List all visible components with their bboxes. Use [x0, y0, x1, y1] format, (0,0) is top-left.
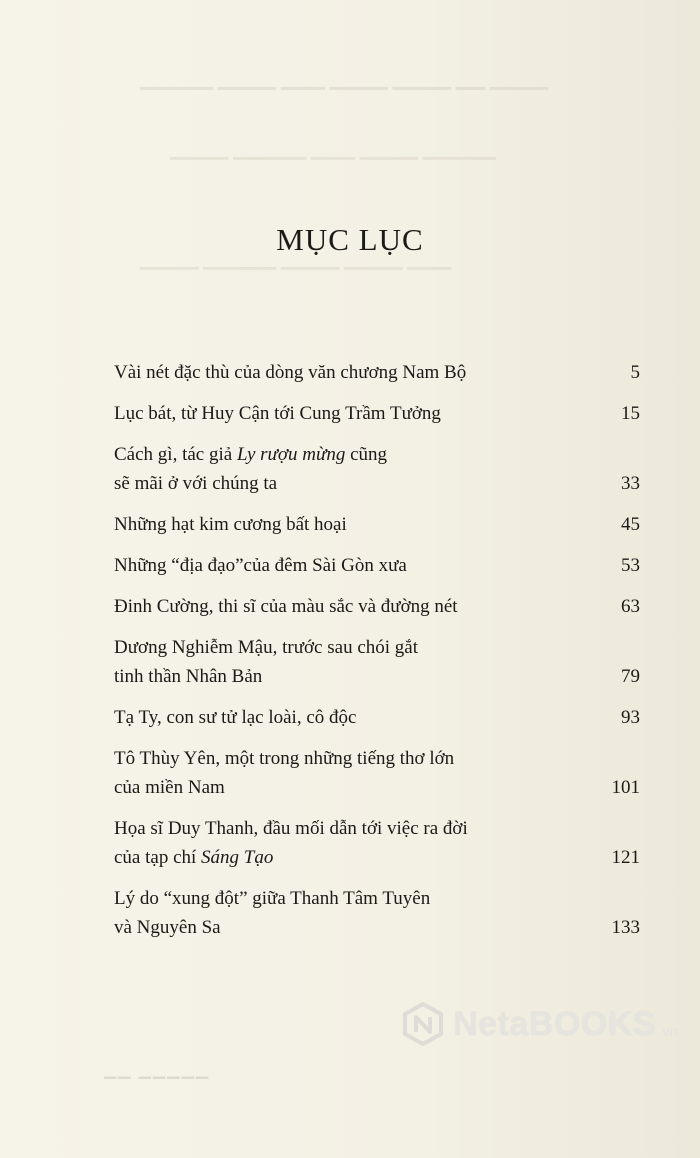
show-through-text: ▁▁▁▁ ▁▁ ▁▁▁▁ ▁▁▁▁ ▁▁▁ ▁▁▁▁ ▁▁▁▁▁	[140, 69, 549, 90]
toc-page-number: 5	[630, 362, 640, 383]
toc-italic-title: Sáng Tạo	[201, 847, 274, 868]
toc-entry-title: Những “địa đạo”của đêm Sài Gòn xưa	[114, 555, 407, 576]
toc-entry-title-line-2: của miền Nam	[114, 777, 225, 798]
toc-entry[interactable]	[114, 399, 640, 428]
watermark-suffix: .vn	[657, 1023, 678, 1040]
toc-entry[interactable]	[114, 633, 640, 691]
toc-entry-title: Vài nét đặc thù của dòng văn chương Nam Bộ	[114, 362, 467, 383]
toc-entry[interactable]	[114, 510, 640, 539]
table-of-contents	[114, 358, 640, 954]
toc-entry[interactable]	[114, 744, 640, 802]
toc-page-number: 45	[621, 514, 640, 535]
toc-entry-title: Tạ Ty, con sư tử lạc loài, cô độc	[114, 707, 357, 728]
toc-entry-title: Lục bát, từ Huy Cận tới Cung Trầm Tưởng	[114, 403, 441, 424]
toc-entry-title-line-2: sẽ mãi ở với chúng ta	[114, 473, 278, 494]
toc-page-number: 33	[621, 473, 640, 494]
toc-page-number: 121	[611, 847, 640, 868]
toc-entry-title-line-1: Dương Nghiễm Mậu, trước sau chói gắt	[114, 637, 418, 658]
toc-page-number: 79	[621, 666, 640, 687]
page-title: MỤC LỤC	[276, 222, 424, 257]
toc-entry[interactable]	[114, 440, 640, 498]
watermark-brand: NetaBOOKS	[453, 1004, 656, 1043]
toc-entry[interactable]	[114, 592, 640, 621]
toc-page-number: 63	[621, 596, 640, 617]
toc-entry[interactable]	[114, 703, 640, 732]
toc-page-number: 93	[621, 707, 640, 728]
toc-entry-title-line-1: Tô Thùy Yên, một trong những tiếng thơ lớn	[114, 748, 455, 769]
toc-text: Cách gì, tác giả	[114, 444, 237, 465]
toc-entry-title-line-2: và Nguyên Sa	[114, 917, 221, 938]
toc-page-number: 133	[611, 917, 640, 938]
show-through-text: ▁▁▁▁▁ ▁▁▁▁ ▁▁▁ ▁▁▁▁▁ ▁▁▁▁	[170, 139, 496, 160]
toc-entry-title-line-1: Lý do “xung đột” giữa Thanh Tâm Tuyên	[114, 888, 431, 909]
toc-entry[interactable]	[114, 814, 640, 872]
toc-entry[interactable]	[114, 884, 640, 942]
toc-page-number: 53	[621, 555, 640, 576]
show-through-text: ▁▁▁ ▁▁▁▁ ▁▁▁▁ ▁▁▁▁▁ ▁▁▁▁	[140, 249, 452, 270]
netabooks-logo-icon	[401, 1002, 445, 1046]
toc-entry[interactable]	[114, 358, 640, 387]
toc-text: cũng	[345, 444, 388, 465]
toc-page-number: 15	[621, 403, 640, 424]
toc-entry-title: Đinh Cường, thi sĩ của màu sắc và đường nét	[114, 596, 458, 617]
toc-entry[interactable]	[114, 551, 640, 580]
toc-entry-title-line-1: Họa sĩ Duy Thanh, đầu mối dẫn tới việc ra đời	[114, 818, 468, 839]
toc-entry-title-line-2	[114, 843, 640, 872]
watermark	[401, 1002, 678, 1046]
toc-entry-title: Những hạt kim cương bất hoại	[114, 514, 347, 535]
toc-entry-title-line-2: tinh thần Nhân Bản	[114, 666, 263, 687]
toc-entry-title-line-1	[114, 440, 640, 469]
toc-italic-title: Ly rượu mừng	[236, 444, 346, 465]
toc-page-number: 101	[611, 777, 640, 798]
toc-text: của tạp chí	[114, 847, 202, 868]
show-through-footer: ▁▁ ▁▁▁▁▁	[104, 1062, 211, 1079]
